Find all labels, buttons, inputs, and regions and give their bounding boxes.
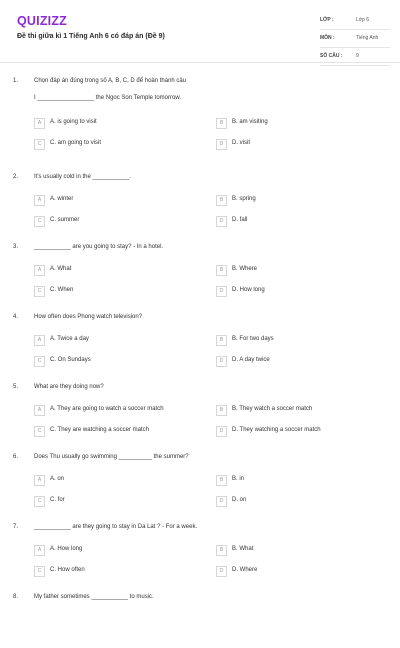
option-text: D. They watching a soccer match: [232, 427, 321, 433]
meta-row-class: [320, 14, 390, 30]
option-letter-box: A: [34, 195, 45, 206]
question-3: [0, 228, 400, 298]
option-text: D. How long: [232, 287, 265, 293]
option-text: D. A day twice: [232, 357, 270, 363]
option-text: B. in: [232, 476, 245, 482]
question-number: 3.: [13, 244, 19, 250]
question-text: Chọn đáp án đúng trong số A, B, C, D để hoàn thành câu: [34, 78, 187, 84]
option-letter-box: B: [216, 475, 227, 486]
option-letter-box: B: [216, 195, 227, 206]
question-text: How often does Phong watch television?: [34, 314, 143, 320]
option-text: C. They are watching a soccer match: [50, 427, 149, 433]
option-text: A. What: [50, 266, 72, 272]
question-2: [0, 158, 400, 228]
option-letter-box: C: [34, 139, 45, 150]
question-8: [0, 578, 400, 648]
option-text: C. summer: [50, 217, 80, 223]
option-letter-box: A: [34, 335, 45, 346]
option-letter-box: D: [216, 286, 227, 297]
option-letter-box: A: [34, 118, 45, 129]
option-text: A. They are going to watch a soccer match: [50, 406, 164, 412]
option-letter-box: D: [216, 139, 227, 150]
question-1: [0, 62, 400, 158]
option-text: B. For two days: [232, 336, 274, 342]
option-text: B. am visiting: [232, 119, 268, 125]
option-text: C. How often: [50, 567, 85, 573]
option-text: B. What: [232, 546, 254, 552]
option-letter-box: C: [34, 566, 45, 577]
option-text: A. is going to visit: [50, 119, 97, 125]
question-text: Does Thu usually go swimming __________ the summer?: [34, 454, 189, 460]
meta-label: LỚP :: [320, 17, 334, 23]
question-text-line2: I _________________ the Ngoc Son Temple tomorrow.: [34, 95, 181, 101]
quizizz-logo: QUIZIZZ: [17, 14, 68, 28]
option-text: B. Where: [232, 266, 258, 272]
option-text: C. When: [50, 287, 74, 293]
option-letter-box: D: [216, 426, 227, 437]
question-number: 6.: [13, 454, 19, 460]
question-number: 1.: [13, 78, 19, 84]
option-letter-box: D: [216, 496, 227, 507]
question-7: [0, 508, 400, 578]
option-letter-box: B: [216, 405, 227, 416]
option-letter-box: B: [216, 118, 227, 129]
question-5: [0, 368, 400, 438]
question-number: 8.: [13, 594, 19, 600]
option-letter-box: A: [34, 265, 45, 276]
option-letter-box: D: [216, 356, 227, 367]
option-text: D. on: [232, 497, 247, 503]
question-number: 4.: [13, 314, 19, 320]
meta-row-subject: [320, 32, 390, 48]
option-text: D. fall: [232, 217, 248, 223]
worksheet-title: Đề thi giữa kì 1 Tiếng Anh 6 có đáp án (Đề 9): [17, 33, 165, 40]
option-letter-box: A: [34, 405, 45, 416]
option-letter-box: B: [216, 545, 227, 556]
option-letter-box: B: [216, 335, 227, 346]
meta-label: MÔN :: [320, 35, 335, 41]
meta-value: Tiếng Anh: [356, 35, 379, 41]
option-text: A. How long: [50, 546, 83, 552]
option-letter-box: C: [34, 496, 45, 507]
question-text: What are they doing now?: [34, 384, 104, 390]
option-letter-box: D: [216, 216, 227, 227]
question-text: It's usually cold in the ___________.: [34, 174, 131, 180]
option-letter-box: C: [34, 426, 45, 437]
option-letter-box: A: [34, 545, 45, 556]
question-text: ___________ are you going to stay? - In a hotel.: [34, 244, 164, 250]
question-number: 5.: [13, 384, 19, 390]
option-text: A. winter: [50, 196, 74, 202]
option-letter-box: B: [216, 265, 227, 276]
meta-label: SỐ CÂU :: [320, 53, 343, 59]
option-text: B. spring: [232, 196, 256, 202]
option-text: A. Twice a day: [50, 336, 89, 342]
option-text: C. for: [50, 497, 65, 503]
worksheet-header: [0, 0, 400, 63]
option-text: C. am going to visit: [50, 140, 102, 146]
question-text: My father sometimes ___________ to music.: [34, 594, 154, 600]
question-list: [0, 62, 400, 648]
question-6: [0, 438, 400, 508]
option-letter-box: C: [34, 356, 45, 367]
option-letter-box: C: [34, 286, 45, 297]
option-text: C. On Sundays: [50, 357, 91, 363]
option-text: A. on: [50, 476, 65, 482]
option-text: B. They watch a soccer match: [232, 406, 313, 412]
option-letter-box: D: [216, 566, 227, 577]
meta-value: Lớp 6: [356, 17, 370, 23]
option-text: D. visit: [232, 140, 250, 146]
question-text: ___________ are they going to stay in Da Lat ? - For a week.: [34, 524, 198, 530]
question-number: 2.: [13, 174, 19, 180]
option-letter-box: C: [34, 216, 45, 227]
option-text: D. Where: [232, 567, 258, 573]
option-letter-box: A: [34, 475, 45, 486]
meta-panel: [320, 14, 390, 68]
question-4: [0, 298, 400, 368]
question-number: 7.: [13, 524, 19, 530]
meta-value: 9: [356, 53, 359, 59]
